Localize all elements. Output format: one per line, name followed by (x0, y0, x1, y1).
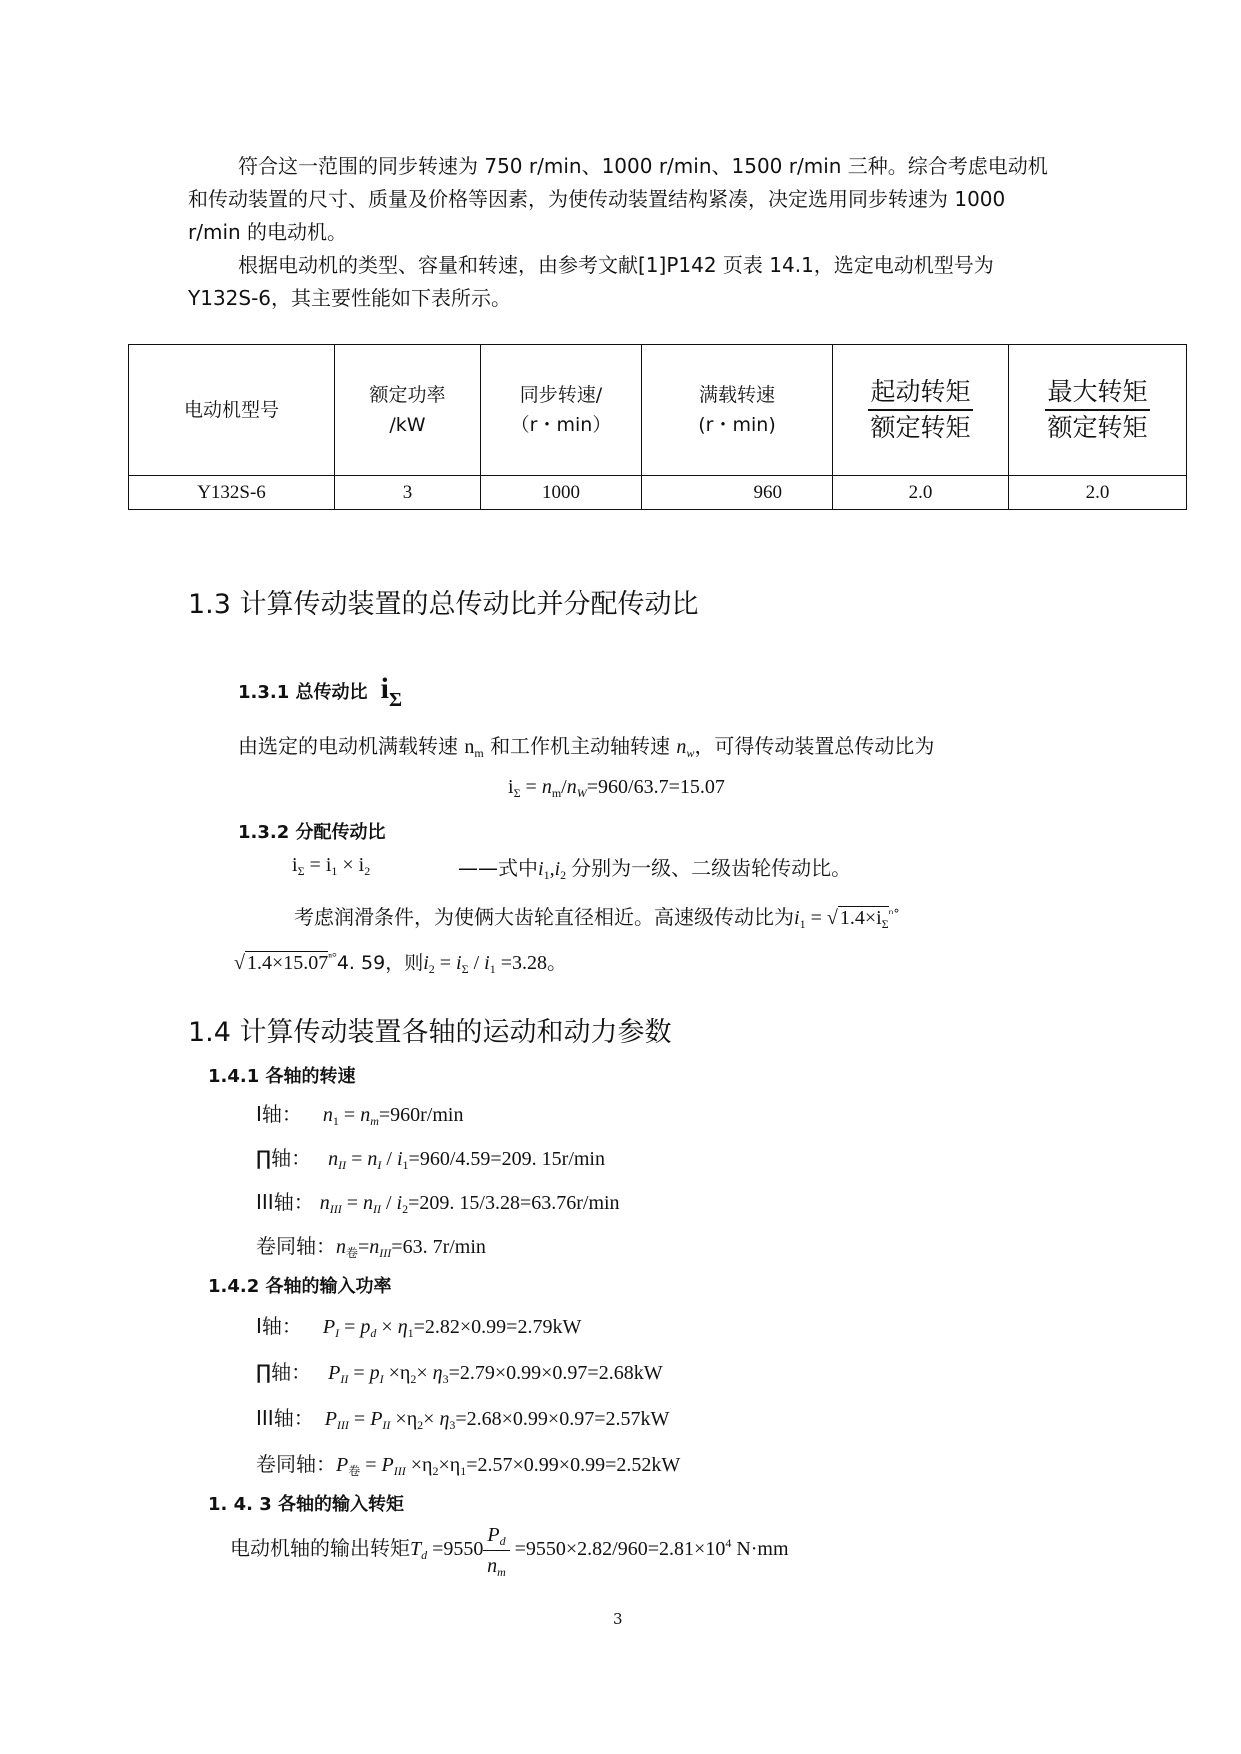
header-sync-speed: 同步转速/ （r・min） (481, 345, 642, 476)
eq-n2: ∏轴： $n_{II} = n_I / i_1=960/4.59=209$. 15r/min (256, 1146, 605, 1172)
eq-p1: I轴： $P_I = p_d \times \eta_1=2.82\times 0.99=2.79kW$ (256, 1314, 582, 1340)
eq-p3: III轴： $P_{III} = P_{II} \times\eta_2\times \eta_3=2.68\times 0.99\times 0.97=2.57kW$ (256, 1406, 670, 1432)
start-torque-label: 起动转矩 (868, 375, 972, 411)
table-header-row (129, 345, 1187, 476)
eq-total-ratio: $i_\Sigma = n_m/n_W=960/63.7=15.07$ (508, 776, 725, 800)
eq-ratio-split: $i_\Sigma = i_1 \times i_2$ (292, 854, 371, 878)
header-rated-power: 额定功率 /kW (335, 345, 481, 476)
cell-max-ratio: 2.0 (1009, 476, 1187, 510)
rated-torque-label: 额定转矩 (870, 413, 971, 442)
intro-line-1: 符合这一范围的同步转速为 750 r/min、1000 r/min、1500 r/min 三种。综合考虑电动机 (238, 154, 1048, 178)
max-torque-label: 最大转矩 (1045, 375, 1149, 411)
header-max-torque-ratio (1009, 345, 1187, 476)
intro-line-5: Y132S-6，其主要性能如下表所示。 (188, 286, 512, 310)
eq-ratio-note: ——式中$i_1,i_2$ 分别为一级、二级齿轮传动比。 (458, 856, 852, 882)
page-number: 3 (613, 1610, 623, 1628)
section-1-3-title: 1.3 计算传动装置的总传动比并分配传动比 (188, 589, 699, 620)
eq-p2: ∏轴： $P_{II} = p_I \times\eta_2\times \eta_3=2.79\times 0.99\times 0.97=2.68kW$ (256, 1360, 663, 1386)
cell-start-ratio: 2.0 (833, 476, 1009, 510)
eq-n4: 卷同轴：$n_卷=n_{III}=63$. 7r/min (256, 1234, 486, 1260)
motor-spec-table (128, 344, 1187, 510)
section-1-4-title: 1.4 计算传动装置各轴的运动和动力参数 (188, 1017, 672, 1048)
heading-1-3-2: 1.3.2 分配传动比 (238, 822, 386, 843)
eq-n1: I轴： $n_1 = n_m=960r/\min$ (256, 1102, 464, 1128)
eq-n3: III轴： $n_{III} = n_{II} / i_2=209$. 15/3.28=63.76r/min (256, 1190, 620, 1216)
intro-line-2: 和传动装置的尺寸、质量及价格等因素，为使传动装置结构紧凑，决定选用同步转速为 1000 (188, 187, 1006, 211)
header-model: 电动机型号 (129, 345, 335, 476)
heading-1-4-3: 1. 4. 3 各轴的输入转矩 (208, 1494, 405, 1515)
para-1-3-2: 考虑润滑条件，为使俩大齿轮直径相近。高速级传动比为$i_1$ = √ $1.4\times i_\Sigma^{^n^\circ}$ (294, 905, 900, 931)
heading-1-3-1: 1.3.1 总传动比 $i_\Sigma$ (238, 672, 403, 711)
header-full-load-speed: 满载转速 (r・min) (642, 345, 833, 476)
eq-p4: 卷同轴：$P_卷 = P_{III} \times\eta_2\times\eta_1=2.57\times 0.99\times 0.99=2.52kW$ (256, 1452, 681, 1478)
cell-model: Y132S-6 (129, 476, 335, 510)
heading-1-4-2: 1.4.2 各轴的输入功率 (208, 1276, 392, 1297)
cell-sync-speed: 1000 (481, 476, 642, 510)
para-1-3-1: 由选定的电动机满载转速 $n_m$ 和工作机主动轴转速 $n_w$，可得传动装置总传动比为 (238, 734, 935, 760)
intro-line-4: 根据电动机的类型、容量和转速，由参考文献[1]P142 页表 14.1，选定电动机型号为 (238, 253, 994, 277)
header-start-torque-ratio (833, 345, 1009, 476)
table-row (129, 476, 1187, 510)
heading-1-4-1: 1.4.1 各轴的转速 (208, 1066, 356, 1087)
rated-torque-label-2: 额定转矩 (1047, 413, 1148, 442)
cell-power: 3 (335, 476, 481, 510)
intro-line-3: r/min 的电动机。 (188, 220, 348, 244)
eq-motor-torque: 电动机轴的输出转矩$T_d =9550$ $\frac{P_d}{n_m}$ $=9550\times 2.82/960=2.81\times 10^4$ N·mm (230, 1520, 789, 1581)
eq-high-speed-ratio: √ $1.4\times 15.07^{^n^\circ}4$. 59，则$i_2 = i_\Sigma / i_1 =3.28$。 (234, 950, 567, 976)
cell-full-speed: 960 (642, 476, 833, 510)
